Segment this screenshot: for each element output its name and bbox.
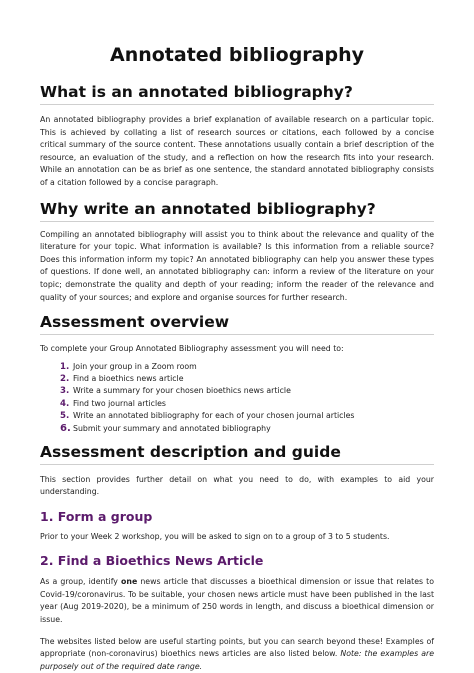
date-range-note: Note: the examples are purposely out of the required date range. bbox=[40, 649, 434, 671]
section-heading-assessment-overview: Assessment overview bbox=[40, 313, 434, 335]
step-number: 1. bbox=[60, 361, 70, 372]
section-heading-why-write: Why write an annotated bibliography? bbox=[40, 200, 434, 222]
description-guide-body: This section provides further detail on what you need to do, with examples to aid your understanding. bbox=[40, 474, 434, 497]
form-group-body: Prior to your Week 2 workshop, you will be asked to sign on to a group of 3 to 5 students. bbox=[40, 531, 390, 541]
list-item bbox=[60, 411, 434, 423]
document-title: Annotated bibliography bbox=[110, 44, 364, 66]
step-number: 3. bbox=[60, 386, 70, 397]
step-text: Find a bioethics news article bbox=[73, 374, 184, 384]
subsection-heading-form-group: 1. Form a group bbox=[40, 508, 153, 524]
assessment-overview-intro: To complete your Group Annotated Bibliography assessment you will need to: bbox=[40, 344, 344, 354]
find-article-body-1: As a group, identify one news article that discusses a bioethical dimension or issue that relates to Covid-19/coronavirus. To be suitable, your chosen news article must have been published in the last year (Aug 2019-2020), be a minimum of 250 words in length, and discuss a bioethical dimension or issue. bbox=[40, 577, 434, 625]
step-number: 5. bbox=[60, 410, 70, 421]
find-article-body-2: The websites listed below are useful starting points, but you can search beyond these! Examples of appropriate (non-coronavirus) bioethics news articles are also listed below. Note: the examples are purposely out of the required date range. bbox=[40, 636, 434, 671]
step-text: Join your group in a Zoom room bbox=[73, 361, 197, 371]
step-text: Find two journal articles bbox=[73, 398, 166, 408]
step-number: 2. bbox=[60, 374, 70, 385]
step-text: Write an annotated bibliography for each of your chosen journal articles bbox=[73, 410, 355, 420]
step-number: 6. bbox=[60, 423, 71, 435]
list-item bbox=[60, 374, 434, 386]
step-number: 4. bbox=[60, 398, 70, 409]
step-text: Submit your summary and annotated bibliography bbox=[73, 424, 271, 434]
step-text: Write a summary for your chosen bioethics news article bbox=[73, 386, 291, 396]
section-body-why-write: Compiling an annotated bibliography will assist you to think about the relevance and quality of the literature for your topic. What information is available? Is this information from a reliable source? Does this information inform my topic? An annotated bibliography can help you answer these types of questions. If done well, an annotated bibliography can: inform a review of the literature on your topic; demonstrate the quality and depth of your reading; inform the reader of the relevance and quality of your sources; and explore and organise sources for further research. bbox=[40, 229, 434, 302]
section-heading-description-guide: Assessment description and guide bbox=[40, 443, 434, 465]
list-item bbox=[60, 423, 434, 435]
subsection-heading-find-article: 2. Find a Bioethics News Article bbox=[40, 553, 264, 569]
list-item bbox=[60, 399, 434, 411]
section-heading-what-is: What is an annotated bibliography? bbox=[40, 83, 434, 105]
section-body-what-is: An annotated bibliography provides a brief explanation of available research on a particular topic. This is achieved by collating a list of research sources or citations, each followed by a concise critical summary of the source content. These annotations usually contain a brief description of the resource, an evaluation of the study, and a reflection on how the research fits into your research. While an annotation can be as brief as one sentence, the standard annotated bibliography consists of a citation followed by a concise paragraph. bbox=[40, 115, 434, 187]
list-item bbox=[60, 362, 434, 374]
list-item bbox=[60, 386, 434, 398]
assessment-steps-list bbox=[40, 362, 434, 436]
